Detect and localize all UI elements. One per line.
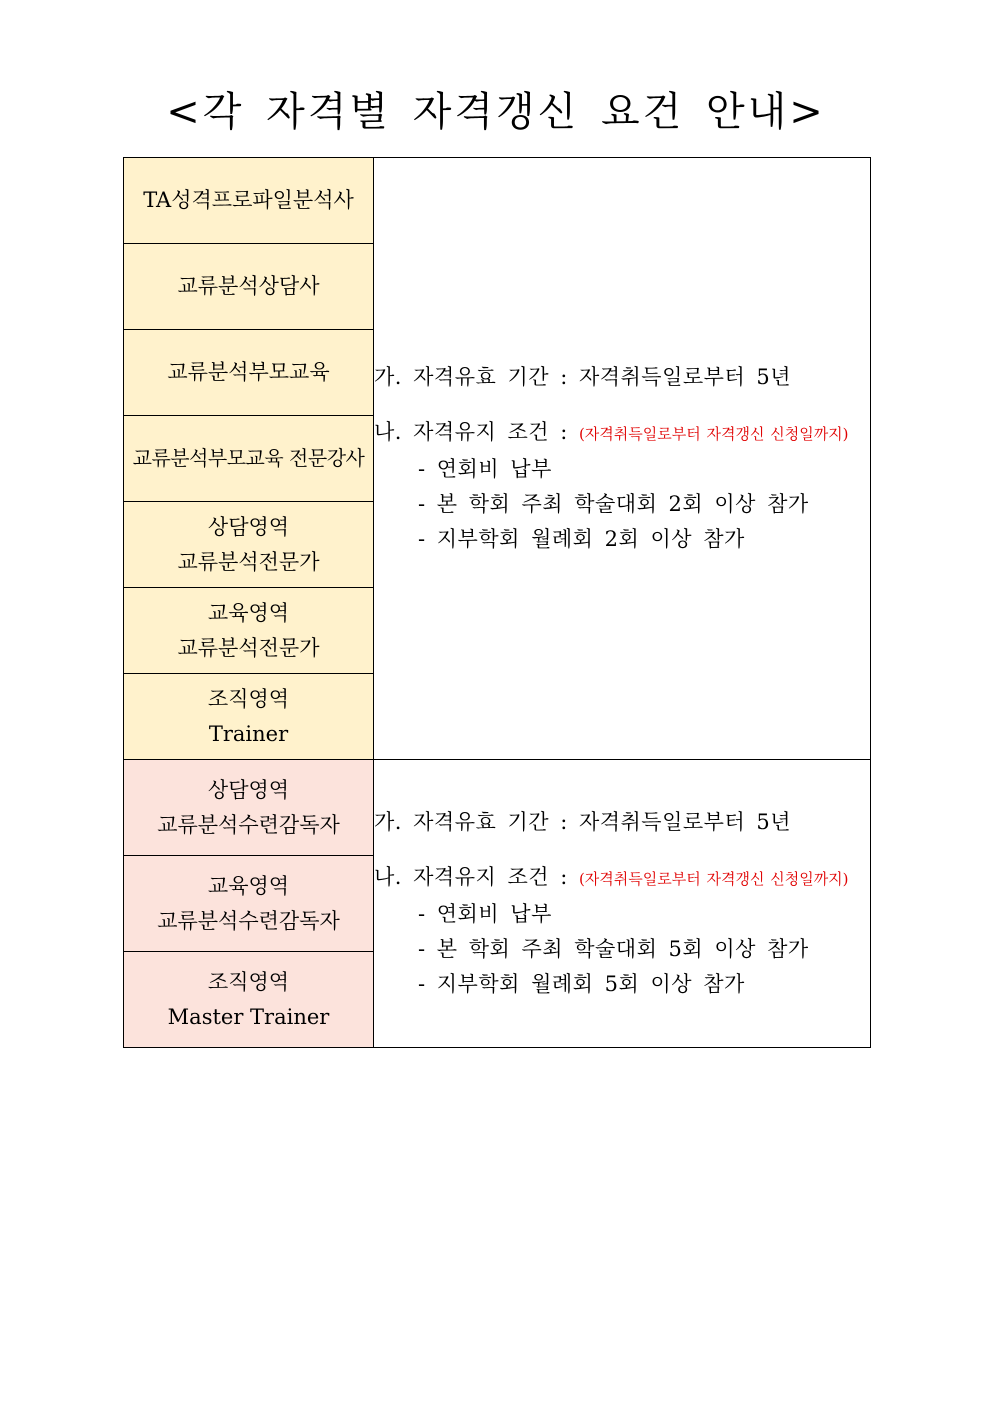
condition-item: - 본 학회 주최 학술대회 2회 이상 참가	[418, 492, 809, 516]
conditions-note: (자격취득일로부터 자격갱신 신청일까지)	[578, 425, 849, 443]
conditions-heading: 나. 자격유지 조건 : (자격취득일로부터 자격갱신 신청일까지)	[374, 420, 849, 444]
qualification-name-cell	[124, 244, 374, 330]
requirements-cell	[374, 158, 871, 760]
conditions-heading: 나. 자격유지 조건 : (자격취득일로부터 자격갱신 신청일까지)	[374, 865, 849, 889]
validity-period: 가. 자격유효 기간 : 자격취득일로부터 5년	[374, 365, 792, 389]
qualification-name-cell	[124, 856, 374, 952]
qualification-area: 교육영역	[207, 600, 290, 625]
condition-item: - 지부학회 월례회 5회 이상 참가	[418, 972, 745, 996]
qualification-area: 조직영역	[207, 969, 290, 994]
page-title: <각 자격별 자격갱신 요건 안내>	[166, 89, 826, 135]
qualification-name-cell	[124, 158, 374, 244]
qualification-name-cell	[124, 588, 374, 674]
table-row	[124, 760, 871, 856]
qualification-name-cell	[124, 416, 374, 502]
qualification-name: 교류분석부모교육	[167, 360, 330, 384]
requirements-cell	[374, 760, 871, 1048]
qualification-name-cell	[124, 952, 374, 1048]
condition-item: - 본 학회 주최 학술대회 5회 이상 참가	[418, 937, 809, 961]
qualification-name: 교류분석수련감독자	[157, 812, 340, 837]
qualification-area: 교육영역	[207, 873, 290, 898]
qualification-name: 교류분석부모교육 전문강사	[132, 446, 365, 470]
qualification-name-cell	[124, 674, 374, 760]
qualification-name: 교류분석상담사	[177, 274, 320, 298]
validity-period: 가. 자격유효 기간 : 자격취득일로부터 5년	[374, 810, 792, 834]
qualification-area: 조직영역	[207, 686, 290, 711]
qualification-name-cell	[124, 760, 374, 856]
qualification-name-cell	[124, 330, 374, 416]
qualification-name: 교류분석전문가	[177, 635, 320, 660]
condition-item: - 연회비 납부	[418, 457, 552, 481]
qualification-name-cell	[124, 502, 374, 588]
condition-item: - 연회비 납부	[418, 902, 552, 926]
table-row	[124, 158, 871, 244]
qualification-area: 상담영역	[207, 777, 290, 802]
qualification-area: 상담영역	[207, 514, 290, 539]
qualification-name: TA성격프로파일분석사	[143, 188, 354, 212]
qualification-name: Trainer	[208, 721, 289, 746]
qualification-name: Master Trainer	[167, 1004, 330, 1029]
conditions-note: (자격취득일로부터 자격갱신 신청일까지)	[578, 870, 849, 888]
renewal-requirements-table	[123, 157, 871, 1048]
qualification-name: 교류분석전문가	[177, 549, 320, 574]
qualification-name: 교류분석수련감독자	[157, 908, 340, 933]
condition-item: - 지부학회 월례회 2회 이상 참가	[418, 527, 745, 551]
